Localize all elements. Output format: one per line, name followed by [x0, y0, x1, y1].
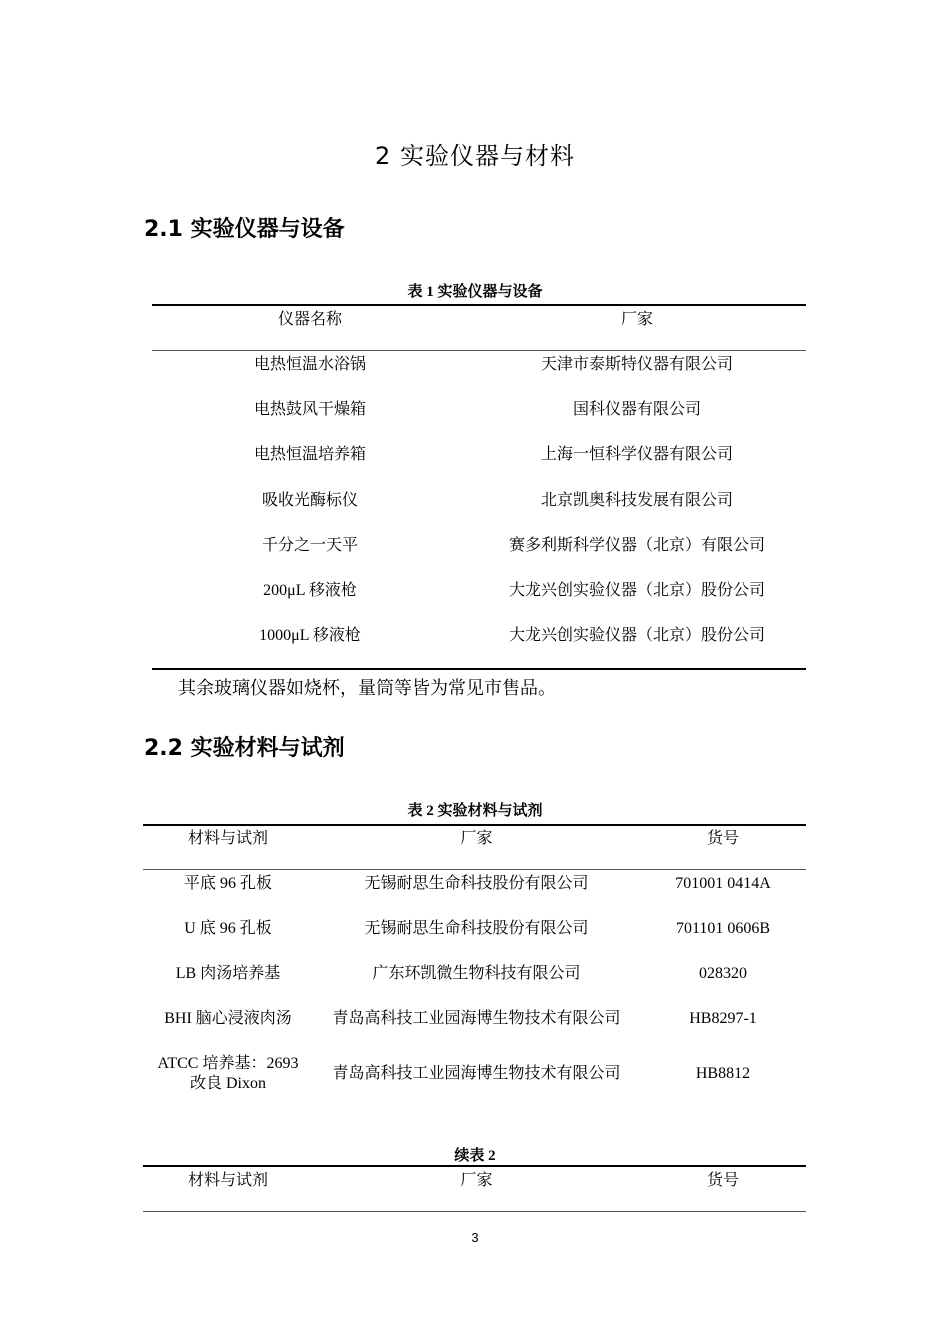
table-1-cell-vendor: 国科仪器有限公司: [572, 401, 701, 419]
table-1-cell-instrument: 1000μL 移液枪: [259, 627, 361, 645]
table-2-cell-code: HB8812: [695, 1065, 751, 1082]
table-2-header-material: 材料与试剂: [187, 830, 268, 847]
table-2-header-vendor: 厂家: [460, 830, 493, 847]
table-1-cell-vendor: 大龙兴创实验仪器（北京）股份公司: [508, 582, 765, 599]
table-2-cell-code: 701001 0414A: [675, 875, 771, 892]
table-2-caption: 表 2 实验材料与试剂: [407, 803, 543, 819]
table-1-note: 其余玻璃仪器如烧杯，量筒等皆为常见市售品。: [178, 678, 556, 698]
table-2-header-code: 货号: [706, 830, 739, 847]
section-heading-2-1: 2.1 实验仪器与设备: [144, 217, 345, 242]
table-2c-top-rule: [143, 1165, 806, 1167]
table-2c-header-vendor: 厂家: [460, 1172, 493, 1189]
table-1-top-rule: [152, 304, 806, 306]
table-1-cell-vendor: 大龙兴创实验仪器（北京）股份公司: [508, 627, 765, 645]
table-1-bottom-rule: [152, 668, 806, 670]
table-2-cell-code: HB8297-1: [689, 1010, 757, 1027]
table-2-cell-material: U 底 96 孔板: [184, 920, 272, 937]
table-2-top-rule: [143, 824, 806, 826]
table-2c-header-material: 材料与试剂: [187, 1172, 268, 1189]
table-2-header-rule: [143, 869, 806, 870]
table-1-cell-instrument: 吸收光酶标仪: [261, 491, 358, 509]
table-2-cell-vendor: 无锡耐思生命科技股份有限公司: [364, 920, 589, 937]
table-2-cell-code: 028320: [699, 965, 747, 982]
table-2-cell-vendor: 青岛高科技工业园海博生物技术有限公司: [332, 1065, 621, 1082]
table-1-cell-vendor: 天津市泰斯特仪器有限公司: [540, 356, 733, 373]
table-2-cell-vendor: 青岛高科技工业园海博生物技术有限公司: [332, 1010, 621, 1027]
table-1-cell-instrument: 电热恒温水浴锅: [253, 356, 366, 373]
table-1-cell-instrument: 电热恒温培养箱: [253, 446, 366, 464]
table-2-cell-material: BHI 脑心浸液肉汤: [164, 1010, 292, 1027]
table-1-header-name: 仪器名称: [277, 311, 342, 328]
table-1-header-vendor: 厂家: [620, 311, 653, 328]
table-2c-header-rule: [143, 1211, 806, 1212]
table-2-cell-material: ATCC 培养基：2693 改良 Dixon: [157, 1055, 299, 1092]
table-2c-header-code: 货号: [706, 1172, 739, 1189]
table-1-cell-vendor: 北京凯奥科技发展有限公司: [540, 491, 733, 509]
table-1-cell-instrument: 电热鼓风干燥箱: [253, 401, 366, 419]
table-2-cell-material: 平底 96 孔板: [183, 875, 272, 892]
table-1-cell-instrument: 200μL 移液枪: [263, 582, 357, 599]
section-heading-2-2: 2.2 实验材料与试剂: [144, 736, 345, 761]
table-2-cell-vendor: 广东环凯微生物科技有限公司: [372, 965, 581, 982]
table-2-cell-code: 701101 0606B: [675, 920, 771, 937]
table-1-cell-instrument: 千分之一天平: [261, 536, 358, 554]
chapter-title: 2 实验仪器与材料: [375, 142, 575, 170]
table-1-caption: 表 1 实验仪器与设备: [407, 284, 543, 300]
table-2-continued-caption: 续表 2: [454, 1148, 496, 1164]
page-number: 3: [471, 1230, 479, 1245]
table-1-cell-vendor: 上海一恒科学仪器有限公司: [540, 446, 733, 464]
table-2-cell-material: LB 肉汤培养基: [175, 965, 281, 982]
table-1-header-rule: [152, 350, 806, 351]
table-1-cell-vendor: 赛多利斯科学仪器（北京）有限公司: [508, 536, 765, 554]
table-2-cell-vendor: 无锡耐思生命科技股份有限公司: [364, 875, 589, 892]
